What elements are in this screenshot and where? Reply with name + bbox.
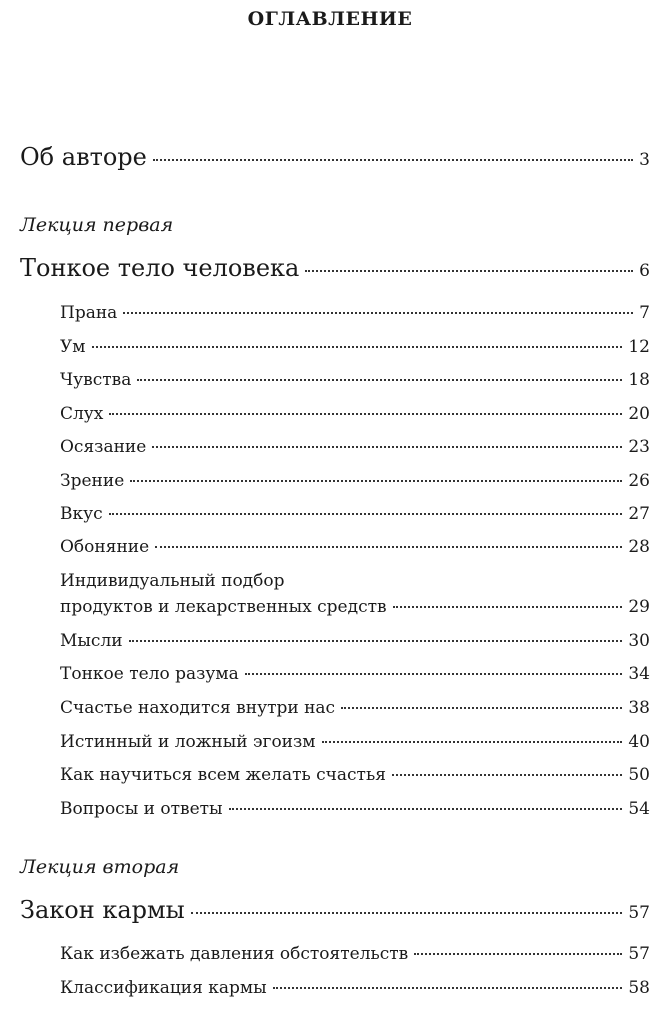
toc-chapter-page: 6 xyxy=(639,261,650,281)
toc-item[interactable] xyxy=(60,799,650,819)
toc-item-label: Истинный и ложный эгоизм xyxy=(60,732,316,752)
toc-item[interactable] xyxy=(60,765,650,785)
toc-item-page: 29 xyxy=(628,597,650,617)
dot-leader xyxy=(123,311,633,314)
dot-leader xyxy=(129,639,623,642)
dot-leader xyxy=(92,345,623,348)
toc-item[interactable] xyxy=(60,664,650,684)
lecture-2-label: Лекция вторая xyxy=(20,856,180,878)
dot-leader xyxy=(137,378,622,381)
toc-item[interactable] xyxy=(60,437,650,457)
toc-item-label: Счастье находится внутри нас xyxy=(60,698,336,718)
dot-leader xyxy=(153,158,633,161)
toc-item-label: Тонкое тело разума xyxy=(60,664,239,684)
toc-item-page: 28 xyxy=(628,537,650,557)
dot-leader xyxy=(155,545,622,548)
toc-item-page: 20 xyxy=(628,404,650,424)
toc-item-page: 7 xyxy=(639,303,650,323)
toc-item-label: Вкус xyxy=(60,504,103,524)
toc-chapter-subtle-body[interactable] xyxy=(20,254,650,282)
toc-item-page: 27 xyxy=(628,504,650,524)
dot-leader xyxy=(392,773,622,776)
toc-item-page: 57 xyxy=(628,944,650,964)
dot-leader xyxy=(322,740,623,743)
toc-chapter-karma-law[interactable] xyxy=(20,896,650,924)
toc-item[interactable] xyxy=(60,944,650,964)
toc-item-page: 40 xyxy=(628,732,650,752)
toc-item-label: Осязание xyxy=(60,437,147,457)
dot-leader xyxy=(109,512,623,515)
toc-item[interactable] xyxy=(60,471,650,491)
toc-chapter-label: Закон кармы xyxy=(20,896,185,924)
toc-item-page: 12 xyxy=(628,337,650,357)
dot-leader xyxy=(414,952,622,955)
toc-chapter-page: 57 xyxy=(628,903,650,923)
toc-item[interactable] xyxy=(60,370,650,390)
toc-item-label: Вопросы и ответы xyxy=(60,799,223,819)
toc-item-label: Прана xyxy=(60,303,118,323)
dot-leader xyxy=(393,605,623,608)
toc-item[interactable] xyxy=(60,504,650,524)
dot-leader xyxy=(191,911,623,914)
dot-leader xyxy=(152,445,622,448)
toc-item[interactable] xyxy=(60,337,650,357)
page-title: ОГЛАВЛЕНИЕ xyxy=(247,8,413,30)
toc-item-label: Как избежать давления обстоятельств xyxy=(60,944,409,964)
toc-item[interactable] xyxy=(60,698,650,718)
toc-item[interactable] xyxy=(60,537,650,557)
toc-entry-label: Об авторе xyxy=(20,143,147,171)
toc-item-label: Мысли xyxy=(60,631,123,651)
dot-leader xyxy=(229,807,623,810)
toc-item-page: 18 xyxy=(628,370,650,390)
toc-item-page: 26 xyxy=(628,471,650,491)
lecture-1-label: Лекция первая xyxy=(20,214,174,236)
toc-item-label: Ум xyxy=(60,337,86,357)
dot-leader xyxy=(341,706,622,709)
toc-item-label: Чувства xyxy=(60,370,132,390)
dot-leader xyxy=(305,269,633,272)
toc-item-label: Как научиться всем желать счастья xyxy=(60,765,386,785)
toc-item-label: Обоняние xyxy=(60,537,150,557)
toc-item-label: Слух xyxy=(60,404,104,424)
toc-item[interactable] xyxy=(60,597,650,617)
toc-item-page: 38 xyxy=(628,698,650,718)
toc-chapter-label: Тонкое тело человека xyxy=(20,254,300,282)
toc-item-page: 50 xyxy=(628,765,650,785)
toc-entry-page: 3 xyxy=(639,150,650,170)
toc-item-label: Классификация кармы xyxy=(60,978,267,998)
toc-item-page: 30 xyxy=(628,631,650,651)
toc-item-page: 58 xyxy=(628,978,650,998)
toc-item[interactable] xyxy=(60,404,650,424)
toc-item[interactable] xyxy=(60,732,650,752)
dot-leader xyxy=(273,986,623,989)
dot-leader xyxy=(109,412,622,415)
toc-entry-about-author[interactable] xyxy=(20,143,650,171)
toc-item-page: 54 xyxy=(628,799,650,819)
toc-item-page: 34 xyxy=(628,664,650,684)
dot-leader xyxy=(245,672,623,675)
dot-leader xyxy=(130,479,622,482)
toc-item-page: 23 xyxy=(628,437,650,457)
toc-item[interactable] xyxy=(60,978,650,998)
toc-item[interactable] xyxy=(60,303,650,323)
toc-item-label: продуктов и лекарственных средств xyxy=(60,597,387,617)
toc-item[interactable] xyxy=(60,631,650,651)
toc-item-label: Зрение xyxy=(60,471,125,491)
toc-item-label-line1: Индивидуальный подбор xyxy=(60,571,285,591)
